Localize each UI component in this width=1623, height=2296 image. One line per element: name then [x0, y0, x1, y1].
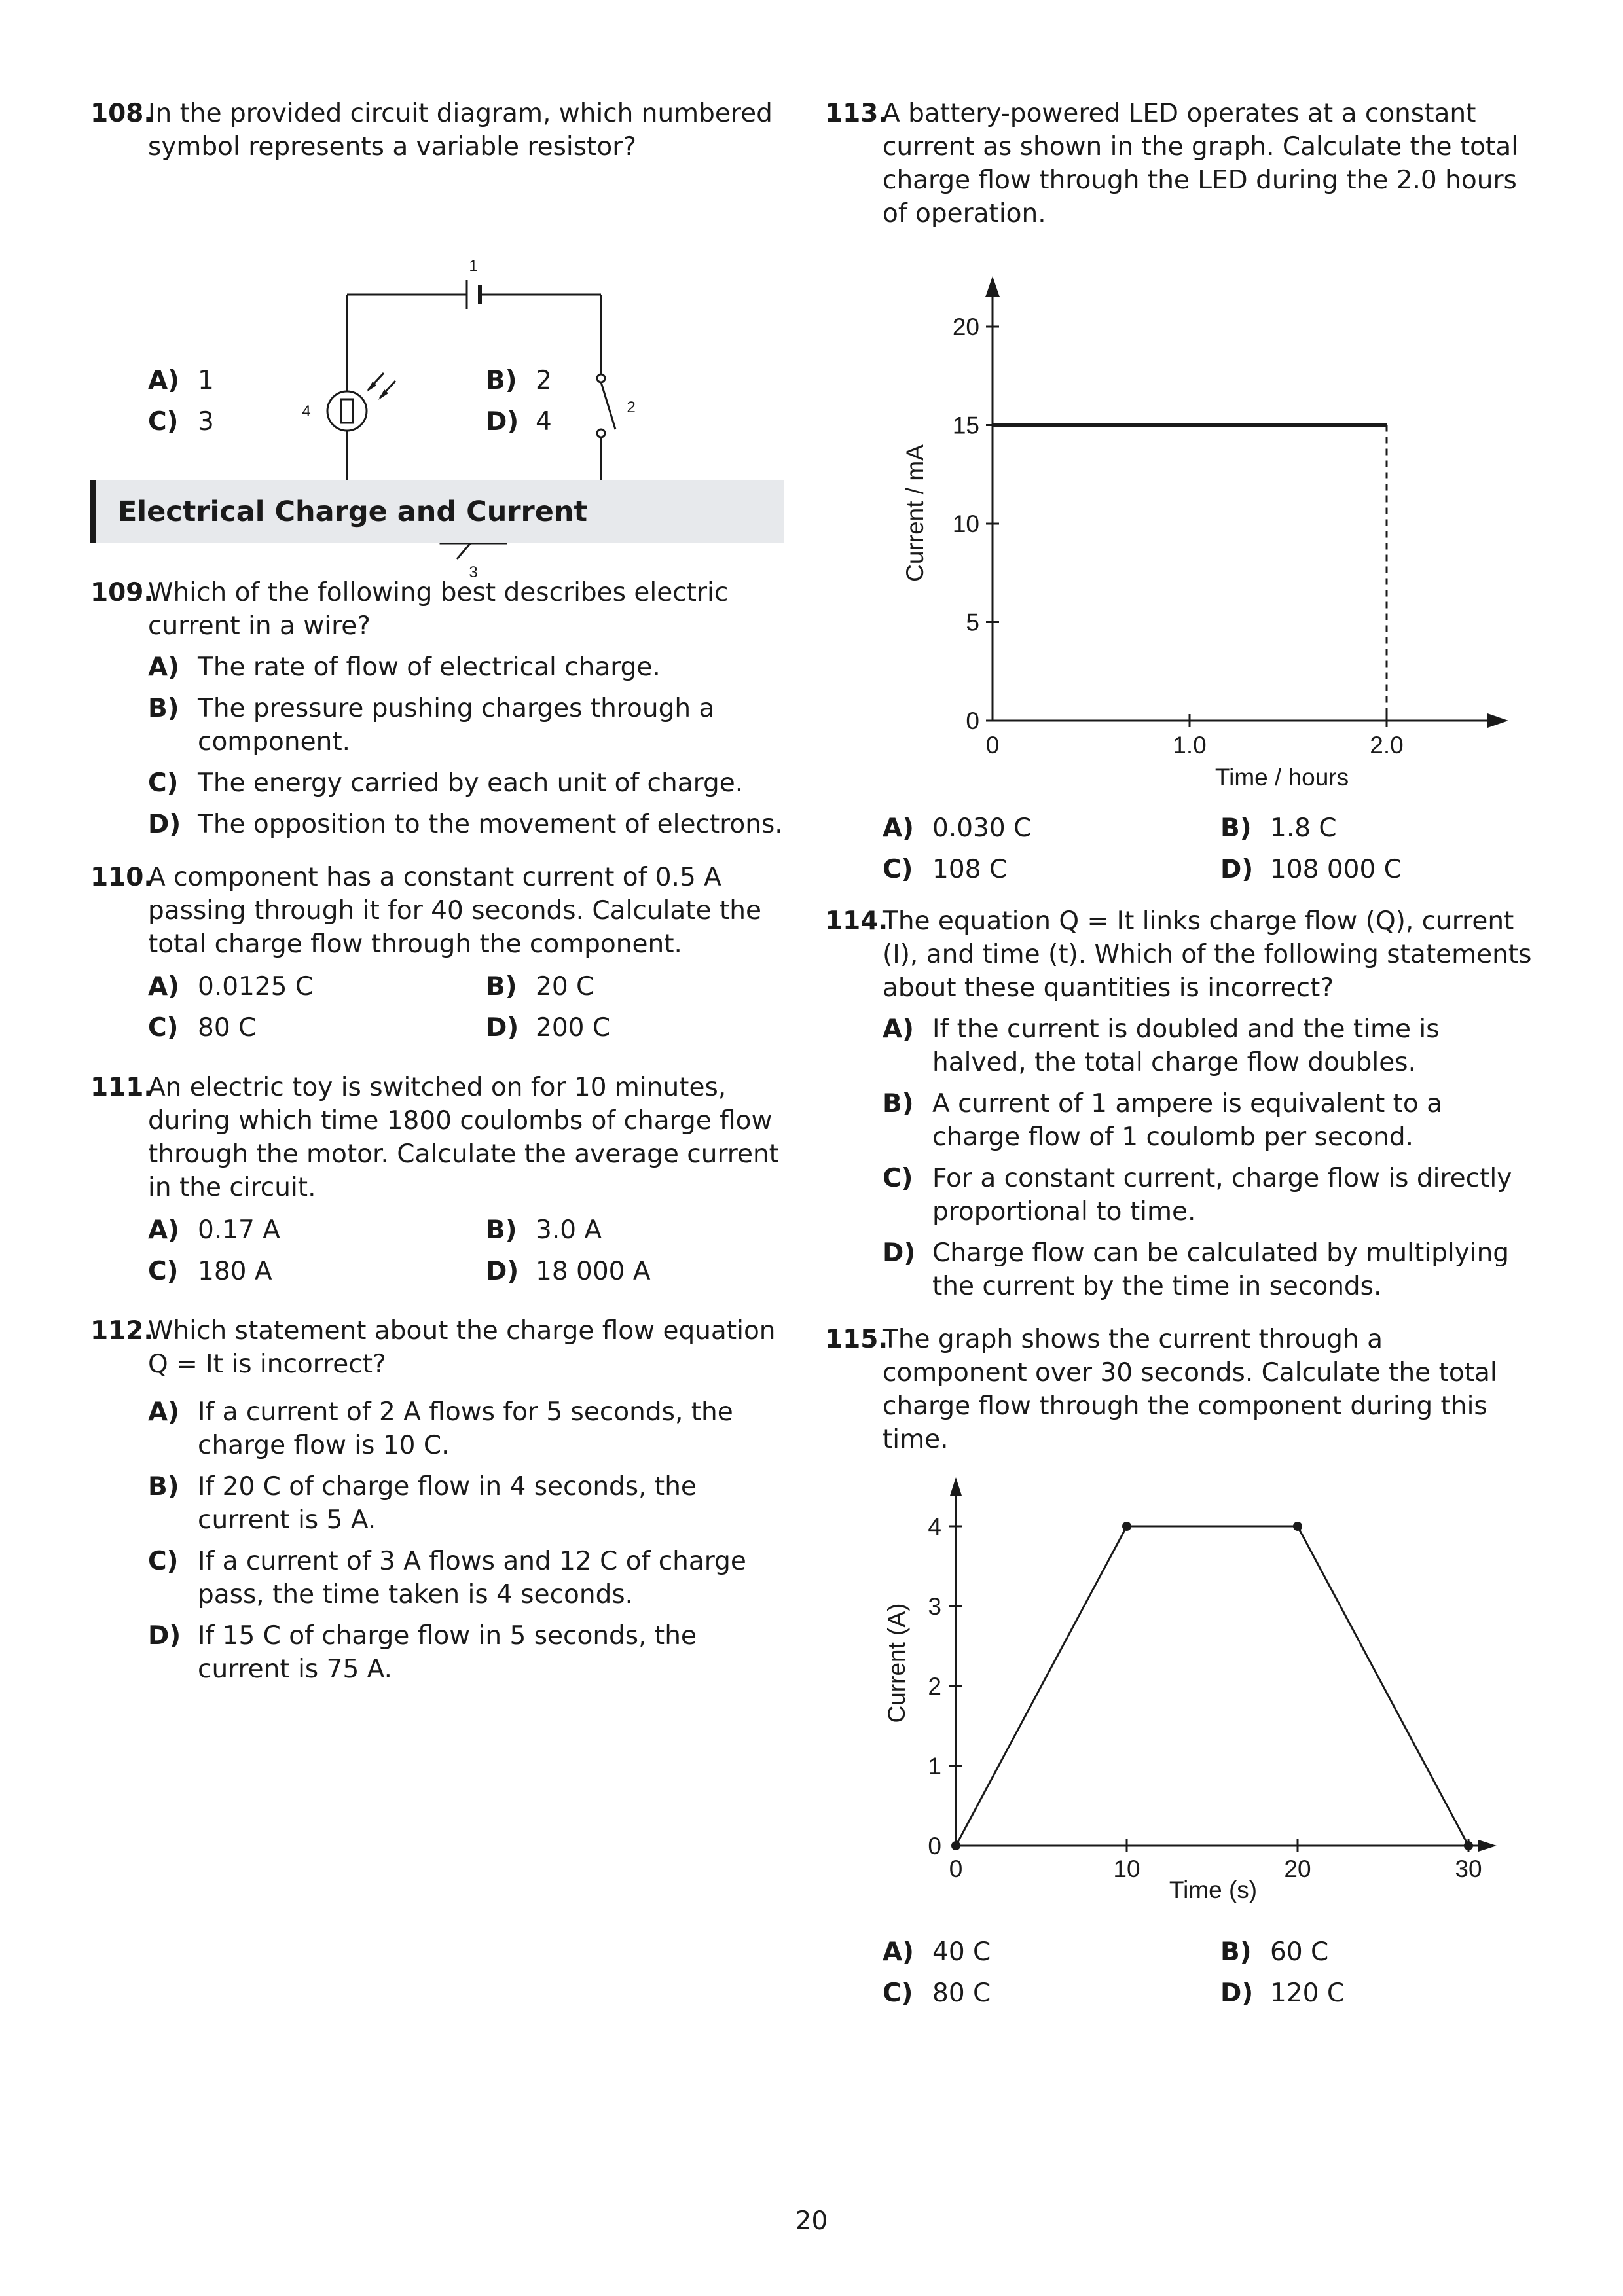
options-109: [148, 651, 784, 841]
question-text: A component has a constant current of 0.5 A passing through it for 40 seconds. Calculate the total charge flow through the component.: [148, 863, 761, 959]
options-112: [148, 1395, 784, 1686]
x-tick-label: 10: [1113, 1856, 1140, 1882]
question-115: [825, 1323, 1535, 1456]
question-number: 112.: [90, 1316, 154, 1346]
x-axis-label: Time (s): [1169, 1876, 1258, 1903]
current-line: [956, 1526, 1468, 1846]
option-a[interactable]: A) 40 C: [883, 1937, 991, 1967]
options-110: [148, 970, 784, 1045]
data-point: [1293, 1522, 1302, 1531]
question-number: 111.: [90, 1073, 154, 1102]
question-text: Which of the following best describes electric current in a wire?: [148, 578, 729, 641]
option-a[interactable]: A) 0.030 C: [883, 814, 1032, 843]
data-point: [1464, 1841, 1473, 1850]
question-number: 114.: [825, 906, 888, 936]
option-b[interactable]: B) If 20 C of charge flow in 4 seconds, the current is 5 A.: [148, 1472, 697, 1535]
y-axis-arrow: [985, 276, 1000, 297]
option-c[interactable]: C) 80 C: [883, 1979, 991, 2008]
question-number: 115.: [825, 1325, 888, 1354]
data-point: [951, 1841, 960, 1850]
question-111: [90, 1071, 784, 1288]
x-tick-label: 0: [949, 1856, 963, 1882]
y-tick-label: 3: [928, 1593, 941, 1620]
option-a[interactable]: A) 0.0125 C: [148, 972, 314, 1001]
y-tick-label: 0: [966, 708, 979, 734]
question-text: The graph shows the current through a component over 30 seconds. Calculate the total charge flow through the component during this time.: [883, 1325, 1497, 1454]
question-number: 109.: [90, 578, 154, 607]
options-114: [883, 1013, 1535, 1303]
question-text: The equation Q = It links charge flow (Q), current (I), and time (t). Which of the following statements about these quantities is incorrect?: [883, 906, 1532, 1003]
option-c[interactable]: C) 80 C: [148, 1013, 257, 1043]
option-d[interactable]: D) 18 000 A: [486, 1257, 651, 1286]
option-b[interactable]: B) 3.0 A: [486, 1215, 602, 1245]
options-115: [883, 1935, 1535, 2010]
y-tick-label: 5: [966, 609, 979, 636]
question-text: An electric toy is switched on for 10 minutes, during which time 1800 coulombs of charge flow through the motor. Calculate the average current in the circuit.: [148, 1073, 779, 1202]
question-text: In the provided circuit diagram, which numbered symbol represents a variable resistor?: [148, 99, 773, 162]
x-tick-label: 2.0: [1370, 732, 1404, 759]
option-d[interactable]: D) 4: [486, 407, 552, 437]
x-tick-label: 0: [985, 732, 1000, 759]
question-113: [825, 97, 1535, 230]
question-text: Which statement about the charge flow equation Q = It is incorrect?: [148, 1316, 776, 1379]
option-b[interactable]: B) 1.8 C: [1220, 814, 1337, 843]
question-text: A battery-powered LED operates at a constant current as shown in the graph. Calculate the total charge flow through the LED during the 2.0 hours of operation.: [883, 99, 1519, 228]
option-d[interactable]: D) The opposition to the movement of electrons.: [148, 810, 783, 839]
y-tick-label: 0: [928, 1833, 941, 1859]
right-column: [825, 97, 1535, 2010]
option-a[interactable]: A) The rate of flow of electrical charge.: [148, 653, 661, 682]
y-tick-label: 20: [952, 314, 979, 340]
x-axis-arrow: [1478, 1840, 1497, 1852]
x-axis-arrow: [1487, 713, 1508, 728]
circuit-label-2: 2: [627, 399, 636, 416]
left-column: [90, 97, 784, 1694]
y-tick-label: 15: [952, 412, 979, 439]
options-108: [148, 364, 784, 439]
component-current-chart: [825, 1469, 1535, 1928]
circuit-label-1: 1: [469, 257, 478, 275]
led-current-chart: [825, 245, 1535, 808]
page-number: 20: [795, 2206, 828, 2236]
question-112: [90, 1314, 784, 1686]
option-c[interactable]: C) 3: [148, 407, 214, 437]
question-number: 108.: [90, 99, 154, 128]
option-c[interactable]: C) For a constant current, charge flow is directly proportional to time.: [883, 1164, 1512, 1227]
option-d[interactable]: D) If 15 C of charge flow in 5 seconds, the current is 75 A.: [148, 1621, 697, 1684]
option-b[interactable]: B) 2: [486, 366, 552, 395]
option-c[interactable]: C) 180 A: [148, 1257, 272, 1286]
y-axis-arrow: [950, 1477, 962, 1496]
option-a[interactable]: A) If the current is doubled and the time is halved, the total charge flow doubles.: [883, 1014, 1440, 1077]
options-111: [148, 1213, 784, 1288]
options-113: [883, 812, 1535, 886]
circuit-label-3: 3: [469, 564, 478, 581]
option-c[interactable]: C) The energy carried by each unit of charge.: [148, 768, 744, 798]
circuit-label-4: 4: [302, 403, 311, 420]
option-c[interactable]: C) If a current of 3 A flows and 12 C of charge pass, the time taken is 4 seconds.: [148, 1547, 746, 1609]
question-number: 113.: [825, 99, 888, 128]
option-d[interactable]: D) 200 C: [486, 1013, 611, 1043]
option-d[interactable]: D) Charge flow can be calculated by multiplying the current by the time in seconds.: [883, 1238, 1510, 1301]
option-a[interactable]: A) 1: [148, 366, 214, 395]
x-tick-label: 30: [1455, 1856, 1482, 1882]
option-b[interactable]: B) 60 C: [1220, 1937, 1329, 1967]
option-d[interactable]: D) 108 000 C: [1220, 855, 1402, 884]
y-axis-label: Current / mA: [902, 444, 928, 582]
y-tick-label: 1: [928, 1753, 941, 1780]
question-number: 110.: [90, 863, 154, 892]
question-110: [90, 861, 784, 1045]
option-a[interactable]: A) If a current of 2 A flows for 5 seconds, the charge flow is 10 C.: [148, 1397, 733, 1460]
data-point: [1122, 1522, 1131, 1531]
x-tick-label: 20: [1284, 1856, 1311, 1882]
option-b[interactable]: B) The pressure pushing charges through a component.: [148, 694, 715, 757]
section-header: Electrical Charge and Current: [90, 480, 784, 543]
x-axis-label: Time / hours: [1214, 764, 1349, 791]
option-b[interactable]: B) 20 C: [486, 972, 594, 1001]
x-tick-label: 1.0: [1173, 732, 1207, 759]
y-axis-label: Current (A): [883, 1603, 910, 1723]
question-114: [825, 905, 1535, 1303]
option-d[interactable]: D) 120 C: [1220, 1979, 1345, 2008]
y-tick-label: 2: [928, 1673, 941, 1700]
option-c[interactable]: C) 108 C: [883, 855, 1008, 884]
option-b[interactable]: B) A current of 1 ampere is equivalent to a charge flow of 1 coulomb per second.: [883, 1089, 1443, 1152]
y-tick-label: 10: [952, 511, 979, 537]
question-109: [90, 576, 784, 841]
option-a[interactable]: A) 0.17 A: [148, 1215, 280, 1245]
y-tick-label: 4: [928, 1513, 941, 1540]
question-108: [90, 97, 784, 164]
